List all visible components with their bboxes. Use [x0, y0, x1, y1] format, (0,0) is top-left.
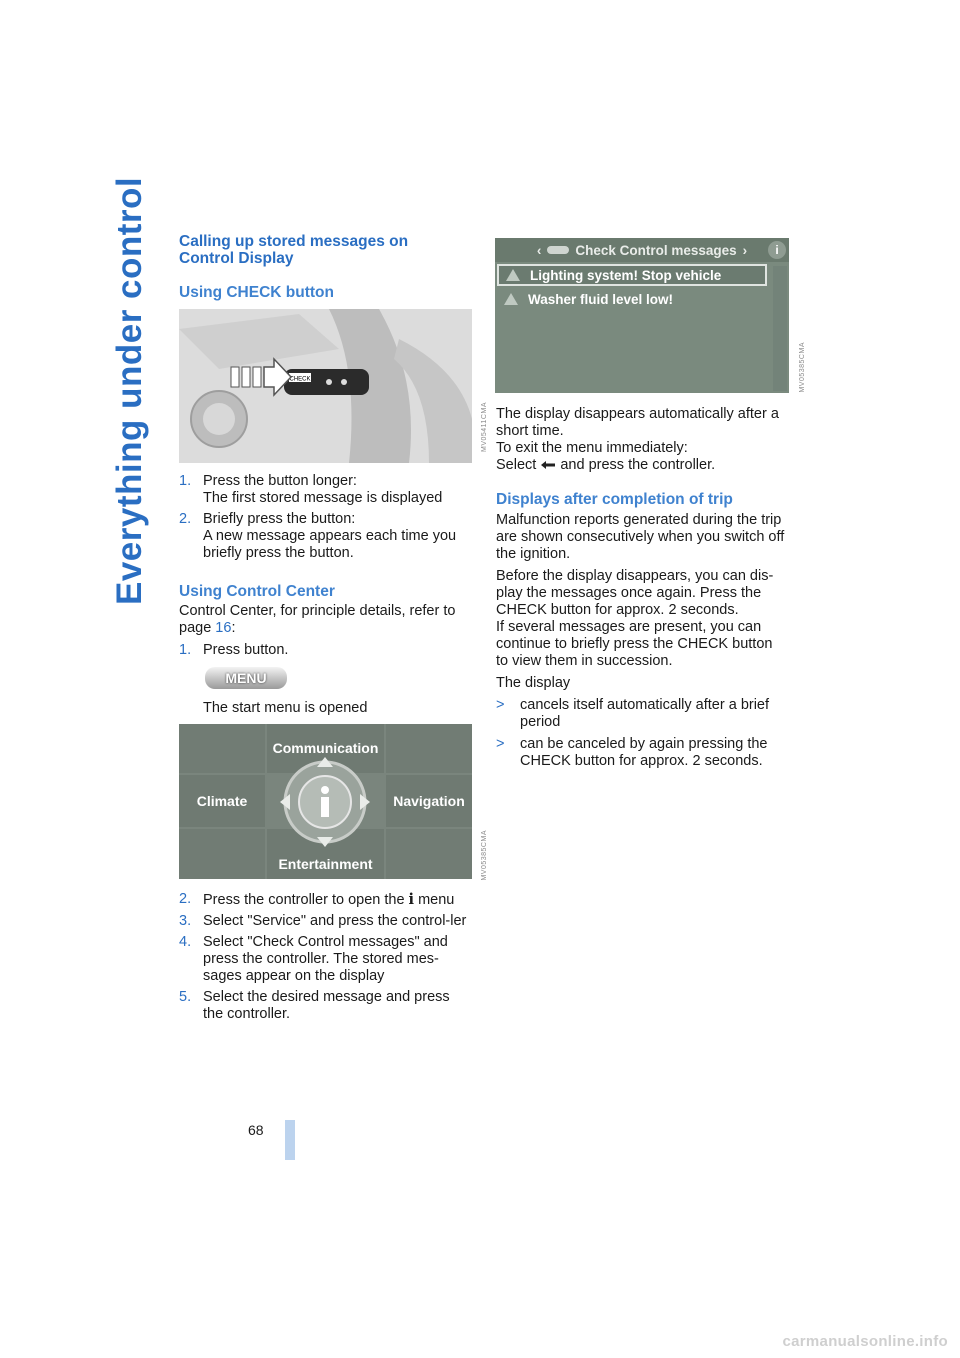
info-icon[interactable]: i: [768, 241, 786, 259]
section-heading: Calling up stored messages on Control Display: [179, 233, 409, 267]
page-marker-bar: [285, 1120, 295, 1160]
info-icon: i: [408, 891, 415, 908]
car-icon: [547, 246, 569, 254]
warning-icon: [506, 269, 520, 281]
list-item: 2. Press the controller to open the i menu: [179, 891, 455, 908]
list-item: 1. Press the button longer: The first stored message is displayed: [179, 473, 443, 506]
screen-header: [495, 238, 789, 262]
menu-tile: [386, 829, 472, 879]
menu-tile: [179, 829, 265, 879]
start-menu-text: The start menu is opened: [203, 700, 368, 716]
start-menu-figure: [179, 724, 472, 879]
message-row[interactable]: Washer fluid level low!: [497, 288, 767, 310]
list-item: 1. Press button.: [179, 642, 289, 658]
menu-tile-navigation[interactable]: Navigation: [386, 775, 472, 827]
list-item: 2. Briefly press the button: A new message appears each time you briefly press the button.: [179, 511, 457, 561]
menu-tile-communication[interactable]: Communication: [267, 724, 384, 773]
section-side-title: Everything under control: [110, 176, 149, 605]
message-row-selected[interactable]: Lighting system! Stop vehicle: [497, 264, 767, 286]
image-code: MV05385CMA: [799, 342, 806, 393]
controller-info-icon[interactable]: [275, 752, 375, 852]
image-code: MV05411CMA: [481, 402, 488, 453]
menu-tile: [179, 724, 265, 773]
steering-column-illustration: [179, 309, 472, 463]
list-item: 4. Select "Check Control messages" and press the controller. The stored mes-sages appear on the display: [179, 934, 448, 984]
list-item: 5. Select the desired message and press the controller.: [179, 989, 450, 1022]
image-code: MV05385CMA: [481, 830, 488, 881]
screen-title: Check Control messages: [575, 242, 737, 258]
subheading-after-trip: Displays after completion of trip: [496, 491, 733, 508]
after-trip-text: Malfunction reports generated during the trip are shown consecutively when you switch off the ignition. Before the display disappears, you can dis-play the messages once again. Press the CHECK button for approx. 2 seconds. If several messages are present, you can continue to briefly press the CHECK button to view them in succession. The display > cancels itself automatically after a brief period > can be canceled by again pressing the CHECK button for approx. 2 seconds.: [496, 512, 788, 770]
footer-watermark: carmanualsonline.info: [782, 1333, 948, 1350]
back-arrow-icon: [540, 458, 556, 468]
warning-icon: [504, 293, 518, 305]
subheading-control-center: Using Control Center: [179, 583, 335, 600]
chevron-left-icon[interactable]: ‹: [536, 242, 542, 258]
steps-control-center-list: [179, 891, 471, 1023]
list-item: 3. Select "Service" and press the control-ler: [179, 913, 467, 929]
menu-tile: [386, 724, 472, 773]
page-reference-link[interactable]: 16: [215, 620, 232, 636]
menu-button[interactable]: MENU: [205, 667, 287, 689]
control-center-intro: Control Center, for principle details, refer to page 16:: [179, 603, 456, 636]
menu-tile-climate[interactable]: Climate: [179, 775, 265, 827]
steps-check-list: [179, 473, 471, 562]
disappear-text-block: The display disappears automatically after a short time. To exit the menu immediately: Select and press the controller.: [496, 406, 779, 473]
menu-tile-entertainment[interactable]: Entertainment: [267, 829, 384, 879]
check-control-screen: [495, 238, 789, 393]
subheading-check-button: Using CHECK button: [179, 284, 334, 301]
check-button-figure: [179, 309, 472, 463]
check-button-label: CHECK: [289, 376, 311, 383]
page-number: 68: [248, 1122, 264, 1138]
bullet-item: > can be canceled by again pressing the CHECK button for approx. 2 seconds.: [496, 736, 768, 769]
scrollbar[interactable]: [773, 266, 787, 391]
bullet-item: > cancels itself automatically after a brief period: [496, 697, 770, 730]
chevron-right-icon[interactable]: ›: [742, 242, 748, 258]
